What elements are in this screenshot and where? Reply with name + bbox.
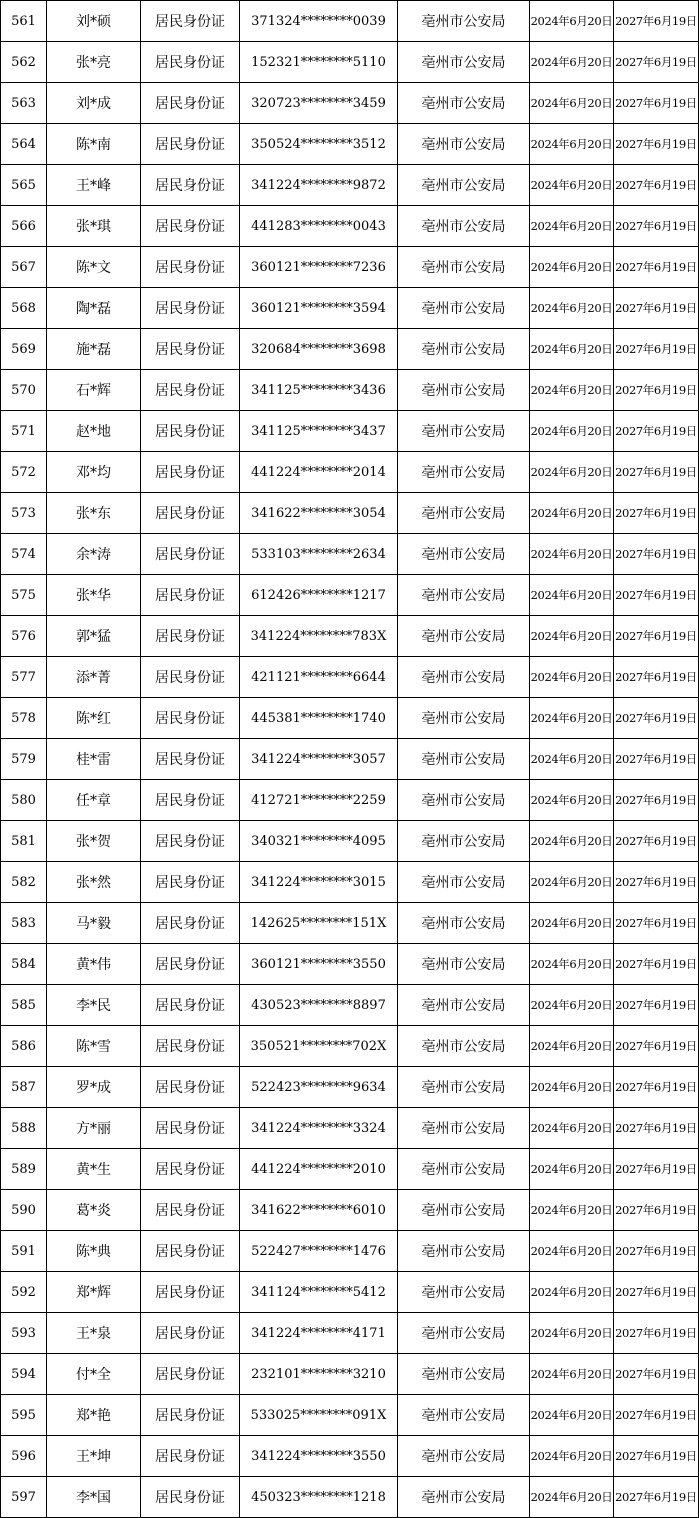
row-number-cell: 589 — [1, 1149, 47, 1190]
id-number-cell: 320723********3459 — [240, 83, 398, 124]
issuing-authority-cell: 亳州市公安局 — [398, 903, 530, 944]
valid-until-cell: 2027年6月19日 — [614, 657, 699, 698]
name-cell: 葛*炎 — [47, 1190, 141, 1231]
table-row — [1, 985, 699, 1026]
row-number-cell: 585 — [1, 985, 47, 1026]
table-row — [1, 42, 699, 83]
table-row — [1, 288, 699, 329]
id-number-cell: 350521********702X — [240, 1026, 398, 1067]
valid-until-cell: 2027年6月19日 — [614, 1190, 699, 1231]
valid-until-cell: 2027年6月19日 — [614, 698, 699, 739]
name-cell: 陈*南 — [47, 124, 141, 165]
id-number-cell: 360121********3550 — [240, 944, 398, 985]
valid-until-cell: 2027年6月19日 — [614, 944, 699, 985]
name-cell: 黄*生 — [47, 1149, 141, 1190]
valid-from-cell: 2024年6月20日 — [530, 83, 614, 124]
row-number-cell: 562 — [1, 42, 47, 83]
valid-from-cell: 2024年6月20日 — [530, 1067, 614, 1108]
issuing-authority-cell: 亳州市公安局 — [398, 698, 530, 739]
issuing-authority-cell: 亳州市公安局 — [398, 165, 530, 206]
valid-until-cell: 2027年6月19日 — [614, 985, 699, 1026]
valid-until-cell: 2027年6月19日 — [614, 1395, 699, 1436]
table-row — [1, 411, 699, 452]
table-row — [1, 1149, 699, 1190]
name-cell: 张*贺 — [47, 821, 141, 862]
issuing-authority-cell: 亳州市公安局 — [398, 247, 530, 288]
issuing-authority-cell: 亳州市公安局 — [398, 1067, 530, 1108]
issuing-authority-cell: 亳州市公安局 — [398, 42, 530, 83]
row-number-cell: 579 — [1, 739, 47, 780]
name-cell: 李*国 — [47, 1477, 141, 1518]
row-number-cell: 561 — [1, 1, 47, 42]
valid-from-cell: 2024年6月20日 — [530, 247, 614, 288]
table-row — [1, 452, 699, 493]
row-number-cell: 574 — [1, 534, 47, 575]
id-number-cell: 341224********9872 — [240, 165, 398, 206]
name-cell: 刘*成 — [47, 83, 141, 124]
name-cell: 王*坤 — [47, 1436, 141, 1477]
id-type-cell: 居民身份证 — [141, 1067, 240, 1108]
name-cell: 石*辉 — [47, 370, 141, 411]
name-cell: 陈*典 — [47, 1231, 141, 1272]
table-row — [1, 493, 699, 534]
id-type-cell: 居民身份证 — [141, 739, 240, 780]
valid-until-cell: 2027年6月19日 — [614, 1272, 699, 1313]
valid-until-cell: 2027年6月19日 — [614, 452, 699, 493]
id-number-cell: 441224********2014 — [240, 452, 398, 493]
valid-from-cell: 2024年6月20日 — [530, 411, 614, 452]
id-type-cell: 居民身份证 — [141, 780, 240, 821]
valid-until-cell: 2027年6月19日 — [614, 1, 699, 42]
issuing-authority-cell: 亳州市公安局 — [398, 780, 530, 821]
id-number-cell: 371324********0039 — [240, 1, 398, 42]
id-type-cell: 居民身份证 — [141, 1108, 240, 1149]
name-cell: 张*东 — [47, 493, 141, 534]
id-number-cell: 341224********3324 — [240, 1108, 398, 1149]
row-number-cell: 595 — [1, 1395, 47, 1436]
table-row — [1, 821, 699, 862]
row-number-cell: 586 — [1, 1026, 47, 1067]
issuing-authority-cell: 亳州市公安局 — [398, 452, 530, 493]
issuing-authority-cell: 亳州市公安局 — [398, 575, 530, 616]
issuing-authority-cell: 亳州市公安局 — [398, 1272, 530, 1313]
name-cell: 赵*地 — [47, 411, 141, 452]
row-number-cell: 569 — [1, 329, 47, 370]
valid-until-cell: 2027年6月19日 — [614, 1436, 699, 1477]
id-type-cell: 居民身份证 — [141, 83, 240, 124]
id-type-cell: 居民身份证 — [141, 493, 240, 534]
issuing-authority-cell: 亳州市公安局 — [398, 739, 530, 780]
row-number-cell: 565 — [1, 165, 47, 206]
row-number-cell: 591 — [1, 1231, 47, 1272]
issuing-authority-cell: 亳州市公安局 — [398, 83, 530, 124]
id-type-cell: 居民身份证 — [141, 1, 240, 42]
name-cell: 郑*辉 — [47, 1272, 141, 1313]
id-type-cell: 居民身份证 — [141, 42, 240, 83]
issuing-authority-cell: 亳州市公安局 — [398, 944, 530, 985]
row-number-cell: 592 — [1, 1272, 47, 1313]
valid-from-cell: 2024年6月20日 — [530, 42, 614, 83]
valid-from-cell: 2024年6月20日 — [530, 985, 614, 1026]
valid-until-cell: 2027年6月19日 — [614, 165, 699, 206]
name-cell: 张*然 — [47, 862, 141, 903]
id-type-cell: 居民身份证 — [141, 1026, 240, 1067]
id-number-cell: 341224********4171 — [240, 1313, 398, 1354]
valid-from-cell: 2024年6月20日 — [530, 288, 614, 329]
row-number-cell: 578 — [1, 698, 47, 739]
id-type-cell: 居民身份证 — [141, 1149, 240, 1190]
issuing-authority-cell: 亳州市公安局 — [398, 1108, 530, 1149]
valid-until-cell: 2027年6月19日 — [614, 1108, 699, 1149]
table-row — [1, 657, 699, 698]
valid-from-cell: 2024年6月20日 — [530, 1108, 614, 1149]
id-number-cell: 522427********1476 — [240, 1231, 398, 1272]
id-number-cell: 320684********3698 — [240, 329, 398, 370]
id-type-cell: 居民身份证 — [141, 206, 240, 247]
id-number-cell: 341224********3550 — [240, 1436, 398, 1477]
name-cell: 张*华 — [47, 575, 141, 616]
issuing-authority-cell: 亳州市公安局 — [398, 1477, 530, 1518]
row-number-cell: 573 — [1, 493, 47, 534]
table-row — [1, 534, 699, 575]
valid-until-cell: 2027年6月19日 — [614, 288, 699, 329]
id-number-cell: 341125********3436 — [240, 370, 398, 411]
id-type-cell: 居民身份证 — [141, 370, 240, 411]
name-cell: 李*民 — [47, 985, 141, 1026]
id-number-cell: 522423********9634 — [240, 1067, 398, 1108]
issuing-authority-cell: 亳州市公安局 — [398, 534, 530, 575]
id-number-cell: 533103********2634 — [240, 534, 398, 575]
valid-from-cell: 2024年6月20日 — [530, 1313, 614, 1354]
table-row — [1, 1026, 699, 1067]
valid-until-cell: 2027年6月19日 — [614, 862, 699, 903]
valid-from-cell: 2024年6月20日 — [530, 739, 614, 780]
id-number-cell: 232101********3210 — [240, 1354, 398, 1395]
valid-from-cell: 2024年6月20日 — [530, 534, 614, 575]
row-number-cell: 564 — [1, 124, 47, 165]
row-number-cell: 570 — [1, 370, 47, 411]
id-type-cell: 居民身份证 — [141, 1313, 240, 1354]
valid-from-cell: 2024年6月20日 — [530, 780, 614, 821]
issuing-authority-cell: 亳州市公安局 — [398, 821, 530, 862]
id-type-cell: 居民身份证 — [141, 944, 240, 985]
issuing-authority-cell: 亳州市公安局 — [398, 370, 530, 411]
name-cell: 王*泉 — [47, 1313, 141, 1354]
row-number-cell: 597 — [1, 1477, 47, 1518]
id-type-cell: 居民身份证 — [141, 1231, 240, 1272]
valid-until-cell: 2027年6月19日 — [614, 42, 699, 83]
name-cell: 王*峰 — [47, 165, 141, 206]
row-number-cell: 572 — [1, 452, 47, 493]
valid-until-cell: 2027年6月19日 — [614, 739, 699, 780]
issuing-authority-cell: 亳州市公安局 — [398, 493, 530, 534]
name-cell: 罗*成 — [47, 1067, 141, 1108]
row-number-cell: 583 — [1, 903, 47, 944]
id-number-cell: 421121********6644 — [240, 657, 398, 698]
issuing-authority-cell: 亳州市公安局 — [398, 1313, 530, 1354]
name-cell: 付*全 — [47, 1354, 141, 1395]
name-cell: 陶*磊 — [47, 288, 141, 329]
id-type-cell: 居民身份证 — [141, 1354, 240, 1395]
issuing-authority-cell: 亳州市公安局 — [398, 1395, 530, 1436]
valid-from-cell: 2024年6月20日 — [530, 698, 614, 739]
valid-from-cell: 2024年6月20日 — [530, 1436, 614, 1477]
valid-from-cell: 2024年6月20日 — [530, 1190, 614, 1231]
valid-from-cell: 2024年6月20日 — [530, 124, 614, 165]
valid-until-cell: 2027年6月19日 — [614, 329, 699, 370]
valid-from-cell: 2024年6月20日 — [530, 206, 614, 247]
id-type-cell: 居民身份证 — [141, 1190, 240, 1231]
valid-until-cell: 2027年6月19日 — [614, 1477, 699, 1518]
name-cell: 刘*硕 — [47, 1, 141, 42]
id-type-cell: 居民身份证 — [141, 1272, 240, 1313]
issuing-authority-cell: 亳州市公安局 — [398, 124, 530, 165]
row-number-cell: 584 — [1, 944, 47, 985]
id-number-cell: 450323********1218 — [240, 1477, 398, 1518]
name-cell: 黄*伟 — [47, 944, 141, 985]
name-cell: 任*章 — [47, 780, 141, 821]
valid-from-cell: 2024年6月20日 — [530, 575, 614, 616]
valid-from-cell: 2024年6月20日 — [530, 370, 614, 411]
row-number-cell: 576 — [1, 616, 47, 657]
valid-from-cell: 2024年6月20日 — [530, 862, 614, 903]
table-row — [1, 1190, 699, 1231]
name-cell: 余*涛 — [47, 534, 141, 575]
valid-from-cell: 2024年6月20日 — [530, 821, 614, 862]
valid-until-cell: 2027年6月19日 — [614, 411, 699, 452]
id-number-cell: 341124********5412 — [240, 1272, 398, 1313]
issuing-authority-cell: 亳州市公安局 — [398, 862, 530, 903]
valid-until-cell: 2027年6月19日 — [614, 247, 699, 288]
id-number-cell: 341224********783X — [240, 616, 398, 657]
name-cell: 添*菁 — [47, 657, 141, 698]
table-row — [1, 780, 699, 821]
issuing-authority-cell: 亳州市公安局 — [398, 657, 530, 698]
valid-until-cell: 2027年6月19日 — [614, 370, 699, 411]
name-cell: 张*亮 — [47, 42, 141, 83]
table-row — [1, 616, 699, 657]
valid-until-cell: 2027年6月19日 — [614, 780, 699, 821]
id-number-cell: 360121********7236 — [240, 247, 398, 288]
id-type-cell: 居民身份证 — [141, 657, 240, 698]
issuing-authority-cell: 亳州市公安局 — [398, 288, 530, 329]
valid-until-cell: 2027年6月19日 — [614, 1231, 699, 1272]
valid-from-cell: 2024年6月20日 — [530, 1272, 614, 1313]
id-number-cell: 445381********1740 — [240, 698, 398, 739]
table-row — [1, 206, 699, 247]
table-row — [1, 1272, 699, 1313]
table-row — [1, 1231, 699, 1272]
id-number-cell: 341622********6010 — [240, 1190, 398, 1231]
valid-from-cell: 2024年6月20日 — [530, 1231, 614, 1272]
row-number-cell: 596 — [1, 1436, 47, 1477]
id-number-cell: 612426********1217 — [240, 575, 398, 616]
id-number-cell: 360121********3594 — [240, 288, 398, 329]
name-cell: 陈*文 — [47, 247, 141, 288]
table-row — [1, 698, 699, 739]
table-row — [1, 247, 699, 288]
name-cell: 张*琪 — [47, 206, 141, 247]
table-row — [1, 1108, 699, 1149]
issuing-authority-cell: 亳州市公安局 — [398, 1190, 530, 1231]
id-type-cell: 居民身份证 — [141, 1395, 240, 1436]
row-number-cell: 563 — [1, 83, 47, 124]
id-type-cell: 居民身份证 — [141, 575, 240, 616]
valid-from-cell: 2024年6月20日 — [530, 329, 614, 370]
issuing-authority-cell: 亳州市公安局 — [398, 1231, 530, 1272]
name-cell: 陈*雪 — [47, 1026, 141, 1067]
valid-from-cell: 2024年6月20日 — [530, 1354, 614, 1395]
name-cell: 方*丽 — [47, 1108, 141, 1149]
table-row — [1, 903, 699, 944]
id-type-cell: 居民身份证 — [141, 985, 240, 1026]
table-row — [1, 1436, 699, 1477]
valid-until-cell: 2027年6月19日 — [614, 124, 699, 165]
valid-until-cell: 2027年6月19日 — [614, 575, 699, 616]
row-number-cell: 575 — [1, 575, 47, 616]
id-type-cell: 居民身份证 — [141, 329, 240, 370]
id-type-cell: 居民身份证 — [141, 247, 240, 288]
id-type-cell: 居民身份证 — [141, 903, 240, 944]
id-type-cell: 居民身份证 — [141, 1436, 240, 1477]
table-row — [1, 1395, 699, 1436]
name-cell: 施*磊 — [47, 329, 141, 370]
id-number-cell: 341224********3057 — [240, 739, 398, 780]
row-number-cell: 582 — [1, 862, 47, 903]
valid-from-cell: 2024年6月20日 — [530, 493, 614, 534]
table-row — [1, 124, 699, 165]
valid-from-cell: 2024年6月20日 — [530, 1395, 614, 1436]
id-type-cell: 居民身份证 — [141, 821, 240, 862]
id-number-cell: 341224********3015 — [240, 862, 398, 903]
row-number-cell: 594 — [1, 1354, 47, 1395]
name-cell: 郭*猛 — [47, 616, 141, 657]
table-row — [1, 944, 699, 985]
valid-until-cell: 2027年6月19日 — [614, 534, 699, 575]
row-number-cell: 581 — [1, 821, 47, 862]
table-row — [1, 1477, 699, 1518]
valid-from-cell: 2024年6月20日 — [530, 1, 614, 42]
table-row — [1, 575, 699, 616]
row-number-cell: 587 — [1, 1067, 47, 1108]
valid-from-cell: 2024年6月20日 — [530, 657, 614, 698]
issuing-authority-cell: 亳州市公安局 — [398, 1026, 530, 1067]
id-type-cell: 居民身份证 — [141, 698, 240, 739]
id-number-cell: 152321********5110 — [240, 42, 398, 83]
name-cell: 桂*雷 — [47, 739, 141, 780]
row-number-cell: 577 — [1, 657, 47, 698]
valid-until-cell: 2027年6月19日 — [614, 493, 699, 534]
id-number-cell: 441224********2010 — [240, 1149, 398, 1190]
name-cell: 邓*均 — [47, 452, 141, 493]
id-type-cell: 居民身份证 — [141, 165, 240, 206]
id-number-cell: 430523********8897 — [240, 985, 398, 1026]
row-number-cell: 571 — [1, 411, 47, 452]
id-number-cell: 533025********091X — [240, 1395, 398, 1436]
table-row — [1, 370, 699, 411]
name-cell: 马*毅 — [47, 903, 141, 944]
id-type-cell: 居民身份证 — [141, 288, 240, 329]
table-row — [1, 165, 699, 206]
issuing-authority-cell: 亳州市公安局 — [398, 1354, 530, 1395]
issuing-authority-cell: 亳州市公安局 — [398, 411, 530, 452]
valid-until-cell: 2027年6月19日 — [614, 1354, 699, 1395]
valid-from-cell: 2024年6月20日 — [530, 616, 614, 657]
row-number-cell: 566 — [1, 206, 47, 247]
id-type-cell: 居民身份证 — [141, 616, 240, 657]
row-number-cell: 567 — [1, 247, 47, 288]
name-cell: 郑*艳 — [47, 1395, 141, 1436]
row-number-cell: 590 — [1, 1190, 47, 1231]
id-number-cell: 341622********3054 — [240, 493, 398, 534]
valid-until-cell: 2027年6月19日 — [614, 1026, 699, 1067]
issuing-authority-cell: 亳州市公安局 — [398, 329, 530, 370]
row-number-cell: 593 — [1, 1313, 47, 1354]
valid-until-cell: 2027年6月19日 — [614, 1149, 699, 1190]
valid-until-cell: 2027年6月19日 — [614, 1313, 699, 1354]
issuing-authority-cell: 亳州市公安局 — [398, 1436, 530, 1477]
valid-until-cell: 2027年6月19日 — [614, 83, 699, 124]
id-type-cell: 居民身份证 — [141, 124, 240, 165]
table-row — [1, 739, 699, 780]
valid-from-cell: 2024年6月20日 — [530, 165, 614, 206]
id-type-cell: 居民身份证 — [141, 411, 240, 452]
valid-from-cell: 2024年6月20日 — [530, 944, 614, 985]
valid-until-cell: 2027年6月19日 — [614, 903, 699, 944]
name-cell: 陈*红 — [47, 698, 141, 739]
valid-from-cell: 2024年6月20日 — [530, 452, 614, 493]
table-row — [1, 329, 699, 370]
table-row — [1, 83, 699, 124]
id-number-cell: 142625********151X — [240, 903, 398, 944]
valid-from-cell: 2024年6月20日 — [530, 1477, 614, 1518]
table-row — [1, 862, 699, 903]
id-number-cell: 340321********4095 — [240, 821, 398, 862]
valid-until-cell: 2027年6月19日 — [614, 206, 699, 247]
id-number-cell: 441283********0043 — [240, 206, 398, 247]
issuing-authority-cell: 亳州市公安局 — [398, 985, 530, 1026]
id-type-cell: 居民身份证 — [141, 534, 240, 575]
id-type-cell: 居民身份证 — [141, 452, 240, 493]
issuing-authority-cell: 亳州市公安局 — [398, 1, 530, 42]
table-row — [1, 1313, 699, 1354]
row-number-cell: 588 — [1, 1108, 47, 1149]
valid-from-cell: 2024年6月20日 — [530, 1026, 614, 1067]
row-number-cell: 580 — [1, 780, 47, 821]
row-number-cell: 568 — [1, 288, 47, 329]
id-type-cell: 居民身份证 — [141, 1477, 240, 1518]
valid-until-cell: 2027年6月19日 — [614, 1067, 699, 1108]
id-number-cell: 412721********2259 — [240, 780, 398, 821]
table-row — [1, 1067, 699, 1108]
valid-from-cell: 2024年6月20日 — [530, 903, 614, 944]
table-row — [1, 1354, 699, 1395]
issuing-authority-cell: 亳州市公安局 — [398, 206, 530, 247]
id-type-cell: 居民身份证 — [141, 862, 240, 903]
valid-from-cell: 2024年6月20日 — [530, 1149, 614, 1190]
issuing-authority-cell: 亳州市公安局 — [398, 616, 530, 657]
records-body — [1, 1, 699, 1518]
id-number-cell: 350524********3512 — [240, 124, 398, 165]
id-number-cell: 341125********3437 — [240, 411, 398, 452]
valid-until-cell: 2027年6月19日 — [614, 821, 699, 862]
table-row — [1, 1, 699, 42]
issuing-authority-cell: 亳州市公安局 — [398, 1149, 530, 1190]
valid-until-cell: 2027年6月19日 — [614, 616, 699, 657]
